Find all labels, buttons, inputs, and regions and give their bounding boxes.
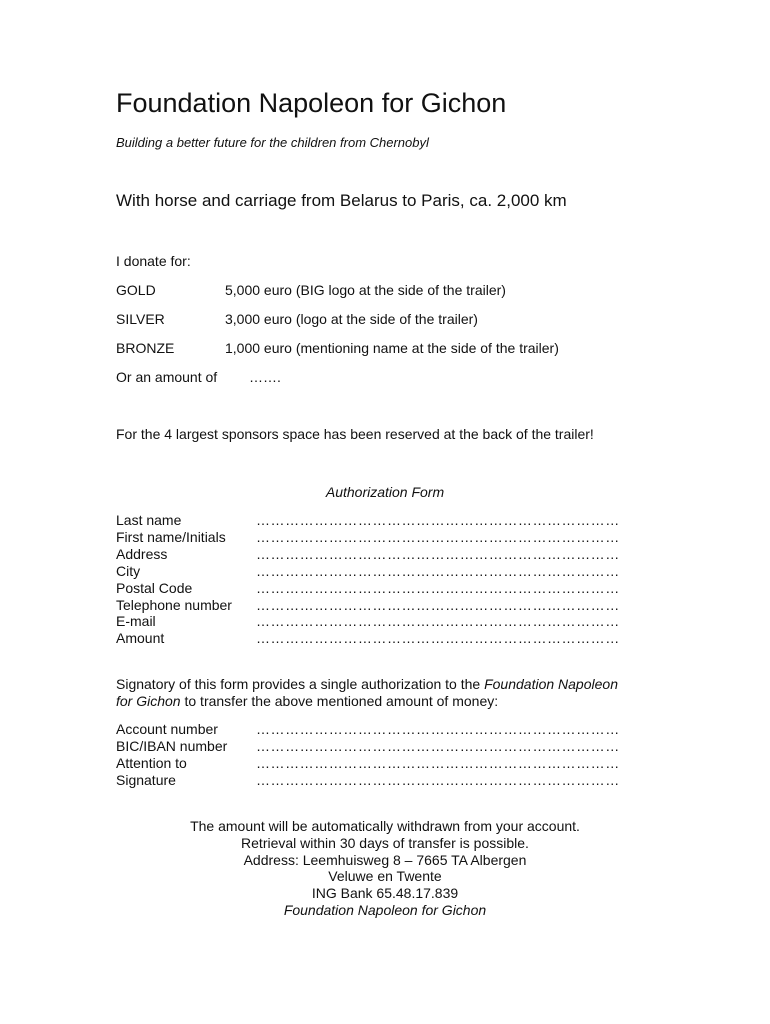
footer-line-address: Address: Leemhuisweg 8 – 7665 TA Albergen (243, 852, 527, 868)
field-dots-postal-code: ………………………………………………………………… (256, 580, 620, 596)
field-label-postal-code: Postal Code (116, 580, 193, 596)
tier-gold-description: 5,000 euro (BIG logo at the side of the trailer) (225, 282, 506, 298)
donate-intro: I donate for: (116, 253, 191, 269)
field-label-last-name: Last name (116, 512, 182, 528)
field-label-city: City (116, 563, 141, 579)
field-dots-signature: ………………………………………………………………… (256, 772, 620, 788)
field-label-telephone: Telephone number (116, 597, 232, 613)
field-dots-email: ………………………………………………………………… (256, 613, 620, 629)
page-title: Foundation Napoleon for Gichon (116, 88, 507, 118)
authorization-title: Authorization Form (325, 484, 445, 500)
field-dots-address: ………………………………………………………………… (256, 546, 620, 562)
subtitle: Building a better future for the children from Chernobyl (116, 135, 429, 150)
sponsor-note: For the 4 largest sponsors space has been reserved at the back of the trailer! (116, 426, 594, 442)
field-dots-telephone: ………………………………………………………………… (256, 597, 620, 613)
field-dots-bic-iban: ………………………………………………………………… (256, 738, 620, 754)
field-label-first-name: First name/Initials (116, 529, 226, 545)
field-label-email: E-mail (116, 613, 156, 629)
statement-text-end: to transfer the above mentioned amount of money: (180, 693, 499, 709)
field-label-signature: Signature (116, 772, 176, 788)
tagline: With horse and carriage from Belarus to Paris, ca. 2,000 km (116, 191, 567, 210)
field-label-account-number: Account number (116, 721, 218, 737)
footer-line-withdrawal: The amount will be automatically withdrawn from your account. (190, 818, 580, 834)
footer-line-bank: ING Bank 65.48.17.839 (311, 885, 459, 901)
field-label-amount: Amount (116, 630, 165, 646)
field-dots-attention-to: ………………………………………………………………… (256, 755, 620, 771)
footer-line-region: Veluwe en Twente (328, 868, 442, 884)
field-dots-city: ………………………………………………………………… (256, 563, 620, 579)
tier-silver-name: SILVER (116, 311, 165, 327)
field-label-attention-to: Attention to (116, 755, 187, 771)
tier-bronze-name: BRONZE (116, 340, 175, 356)
statement-org-name: Foundation Napoleon for Gichon (116, 676, 618, 709)
other-amount-label: Or an amount of (116, 369, 218, 385)
footer-line-retrieval: Retrieval within 30 days of transfer is possible. (241, 835, 529, 851)
statement-text-start: Signatory of this form provides a single authorization to the (116, 676, 485, 692)
field-dots-first-name: ………………………………………………………………… (256, 529, 620, 545)
field-dots-amount: ………………………………………………………………… (256, 630, 620, 646)
field-dots-account-number: ………………………………………………………………… (256, 721, 620, 737)
tier-bronze-description: 1,000 euro (mentioning name at the side of the trailer) (225, 340, 559, 356)
field-label-address: Address (116, 546, 168, 562)
field-dots-last-name: ………………………………………………………………… (256, 512, 620, 528)
authorization-statement (116, 676, 636, 710)
tier-gold-name: GOLD (116, 282, 156, 298)
tier-silver-description: 3,000 euro (logo at the side of the trailer) (225, 311, 478, 327)
footer-org-name: Foundation Napoleon for Gichon (283, 902, 487, 918)
other-amount-dots: ……. (249, 369, 281, 385)
field-label-bic-iban: BIC/IBAN number (116, 738, 228, 754)
